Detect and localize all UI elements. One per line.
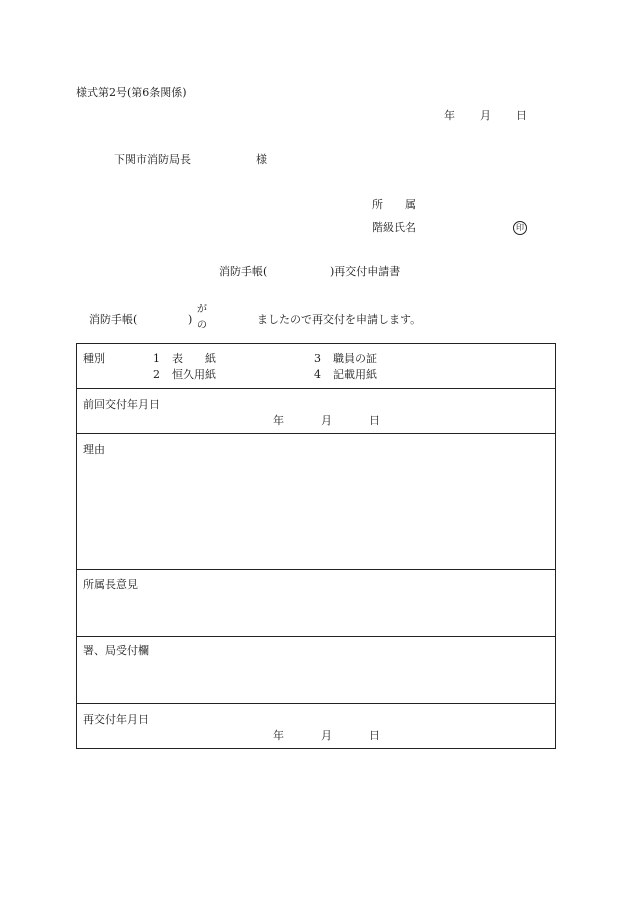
reception-label: 署、局受付欄 (83, 644, 149, 657)
previous-issue-day: 日 (369, 414, 380, 427)
category-item-3-num: 3 (314, 352, 321, 365)
date-year-label: 年 (444, 109, 455, 122)
rank-name-label: 階級氏名 (372, 221, 416, 234)
previous-issue-row (77, 389, 556, 434)
category-item-3-text: 職員の証 (333, 352, 377, 365)
application-table (76, 343, 556, 749)
previous-issue-year: 年 (273, 414, 284, 427)
reissue-day: 日 (369, 729, 380, 742)
title-prefix: 消防手帳( (219, 265, 268, 278)
statement-prefix: 消防手帳( (89, 313, 138, 326)
statement-paren-close: ) (188, 313, 193, 326)
reason-label: 理由 (83, 443, 105, 456)
category-label: 種別 (83, 352, 105, 365)
statement-furigana-no: の (197, 320, 207, 331)
title-suffix: )再交付申請書 (330, 265, 401, 278)
category-row (77, 344, 556, 389)
supervisor-opinion-label: 所属長意見 (83, 578, 138, 591)
category-item-4-num: 4 (314, 368, 321, 381)
affiliation-label: 所 属 (372, 198, 416, 211)
reissue-month: 月 (321, 729, 332, 742)
addressee-name: 下関市消防局長 (114, 153, 191, 166)
category-item-2-num: 2 (153, 368, 160, 381)
reissue-year: 年 (273, 729, 284, 742)
category-item-1-text: 表 紙 (172, 352, 216, 365)
statement-suffix: ましたので再交付を申請します。 (257, 313, 422, 326)
category-item-1-num: 1 (153, 352, 160, 365)
reissue-row (77, 704, 556, 749)
reissue-label: 再交付年月日 (83, 713, 149, 726)
supervisor-opinion-row[interactable] (77, 570, 556, 637)
seal-mark: 印 (513, 221, 527, 235)
date-day-label: 日 (516, 109, 527, 122)
date-month-label: 月 (480, 109, 491, 122)
category-item-2-text: 恒久用紙 (172, 368, 216, 381)
reason-row[interactable] (77, 434, 556, 570)
previous-issue-month: 月 (321, 414, 332, 427)
previous-issue-label: 前回交付年月日 (83, 398, 160, 411)
statement-furigana-ga: が (197, 304, 207, 315)
reception-row[interactable] (77, 637, 556, 704)
category-item-4-text: 記載用紙 (333, 368, 377, 381)
addressee-honorific: 様 (256, 153, 267, 166)
form-number: 様式第2号(第6条関係) (76, 86, 187, 99)
